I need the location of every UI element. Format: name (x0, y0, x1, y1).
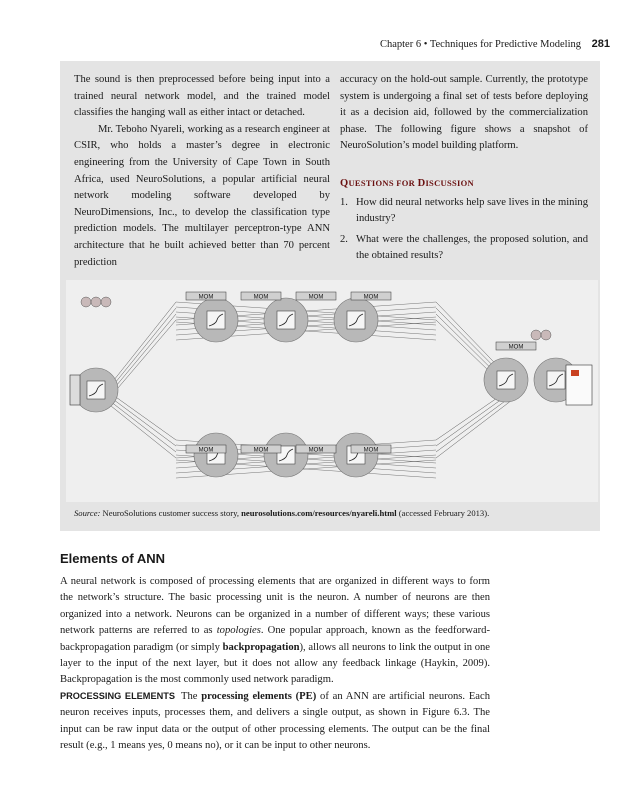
question-item: 2. What were the challenges, the proposed solution, and the obtained results? (340, 233, 588, 262)
mom-label: MOM (363, 294, 379, 301)
mom-label: MOM (253, 294, 269, 301)
input-panel (70, 375, 80, 405)
globe-icon (101, 297, 111, 307)
node-plot (497, 371, 515, 389)
case-right-column (340, 72, 588, 269)
node-plot (207, 311, 225, 329)
output-marker (571, 370, 579, 376)
run-in-heading: PROCESSING ELEMENTS (60, 691, 175, 701)
questions-list (340, 195, 588, 265)
node-plot (277, 311, 295, 329)
mom-label: MOM (508, 344, 524, 351)
globe-icon (531, 330, 541, 340)
node-plot (347, 311, 365, 329)
case-paragraph: accuracy on the hold-out sample. Currently, the prototype system is undergoing a final set of tests before deploying it as a decision aid, followed by the commercialization phase. The following figure shows a snapshot of NeuroSolution’s model building platform. (340, 74, 588, 152)
mom-label: MOM (198, 447, 214, 454)
case-paragraph: The sound is then preprocessed before being input into a trained neural network model, and the trained model classifies the hanging wall as either intact or detached. (74, 74, 330, 119)
header-bullet: • (423, 39, 428, 50)
globe-icon (81, 297, 91, 307)
connection-line (436, 397, 516, 458)
mom-label: MOM (308, 447, 324, 454)
globe-icon (541, 330, 551, 340)
section-heading: Elements of ANN (60, 551, 165, 566)
running-header (380, 38, 610, 50)
network-diagram (66, 280, 598, 502)
case-left-column (74, 72, 330, 271)
questions-heading: QUESTIONS FOR DISCUSSION (340, 177, 474, 189)
connection-line (106, 398, 176, 452)
mom-label: MOM (198, 294, 214, 301)
mom-label: MOM (363, 447, 379, 454)
mom-label: MOM (308, 294, 324, 301)
node-plot (87, 381, 105, 399)
connection-line (106, 402, 176, 458)
chapter-title: Techniques for Predictive Modeling (429, 39, 582, 50)
question-item: 1. How did neural networks help save lives in the mining industry? (340, 196, 588, 225)
neurosolutions-figure (66, 280, 598, 502)
connection-line (106, 308, 176, 394)
source-link: neurosolutions.com/resources/nyareli.html (241, 508, 397, 518)
mom-label: MOM (253, 447, 269, 454)
page-number: 281 (591, 38, 610, 50)
node-plot (547, 371, 565, 389)
connection-line (106, 394, 176, 446)
connection-line (106, 302, 176, 390)
globe-icon (91, 297, 101, 307)
figure-source: Source: NeuroSolutions customer success story, neurosolutions.com/resources/nyareli.html (accessed February 2013). (74, 508, 490, 518)
case-paragraph: Mr. Teboho Nyareli, working as a research engineer at CSIR, who holds a master’s degree in electronic engineering from the University of Cape Town in South Africa, used NeuroSolutions, a popular artificial neural network modeling software developed by NeuroDimensions, Inc., to develop the classification type prediction models. The multilayer perceptron-type ANN architecture that he built achieved better than 70 percent prediction (74, 123, 330, 268)
chapter-label: Chapter 6 (379, 39, 422, 50)
body-paragraph: A neural network is composed of processing elements that are organized in different ways to form the network’s structure. The basic processing unit is the neuron. A number of neurons are then organized into a network. Neurons can be organized in a number of different ways; these various network patterns are referred to as topologies. One popular approach, known as the feedforward-backpropagation paradigm (or simply backpropagation), allows all neurons to link the output in one layer to the input of the next layer, but it does not allow any feedback linkage (Haykin, 2009). Backpropagation is the most commonly used network paradigm. (60, 576, 490, 686)
body-paragraph: PROCESSING ELEMENTS The processing elements (PE) of an ANN are artificial neurons. Each neuron receives inputs, processes them, and delivers a single output, as shown in Figure 6.3. The input can be raw input data or the output of other processing elements. The output can be the final result (e.g., 1 means yes, 0 means no), or it can be input to other neurons. (60, 691, 490, 752)
